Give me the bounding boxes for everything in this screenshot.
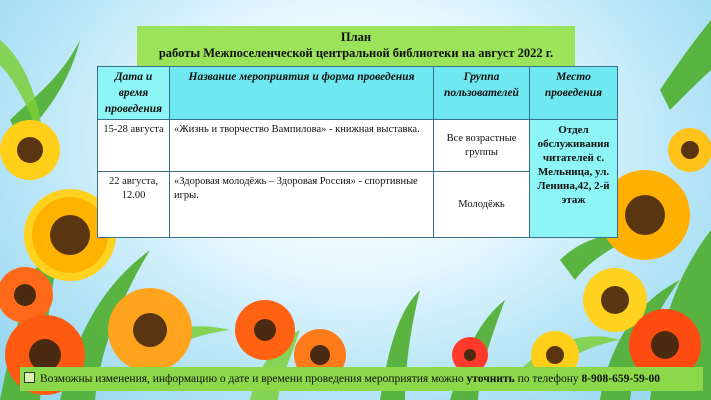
title-line-1: План bbox=[340, 30, 372, 44]
title-line-2: работы Межпоселенческой центральной библиотеки на август 2022 г. bbox=[158, 46, 554, 60]
footer-text-before: Возможны изменения, информацию о дате и времени проведения мероприятия можно bbox=[40, 373, 467, 385]
row-date: 15-28 августа bbox=[98, 120, 170, 172]
header-audience: Группа пользователей bbox=[434, 67, 530, 120]
header-date: Дата и время проведения bbox=[98, 67, 170, 120]
footer-bold-word: уточнить bbox=[466, 373, 515, 385]
footer-note bbox=[20, 367, 703, 391]
table-row bbox=[98, 120, 618, 172]
row-date: 22 августа, 12.00 bbox=[98, 172, 170, 238]
note-marker-icon bbox=[24, 372, 35, 383]
row-place: Отдел обслуживания читателей с. Мельница, ул. Ленина,42, 2-й этаж bbox=[530, 120, 618, 238]
events-table bbox=[97, 66, 618, 238]
plan-title bbox=[137, 26, 575, 66]
header-place: Место проведения bbox=[530, 67, 618, 120]
row-event: «Жизнь и творчество Вампилова» - книжная выставка. bbox=[170, 120, 434, 172]
row-audience: Молодёжь bbox=[434, 172, 530, 238]
footer-phone: 8-908-659-59-00 bbox=[581, 373, 661, 385]
header-event: Название мероприятия и форма проведения bbox=[170, 67, 434, 120]
row-audience: Все возрастные группы bbox=[434, 120, 530, 172]
table-header-row bbox=[98, 67, 618, 120]
row-event: «Здоровая молодёжь – Здоровая Россия» - спортивные игры. bbox=[170, 172, 434, 238]
footer-text-mid: по телефону bbox=[514, 373, 582, 385]
